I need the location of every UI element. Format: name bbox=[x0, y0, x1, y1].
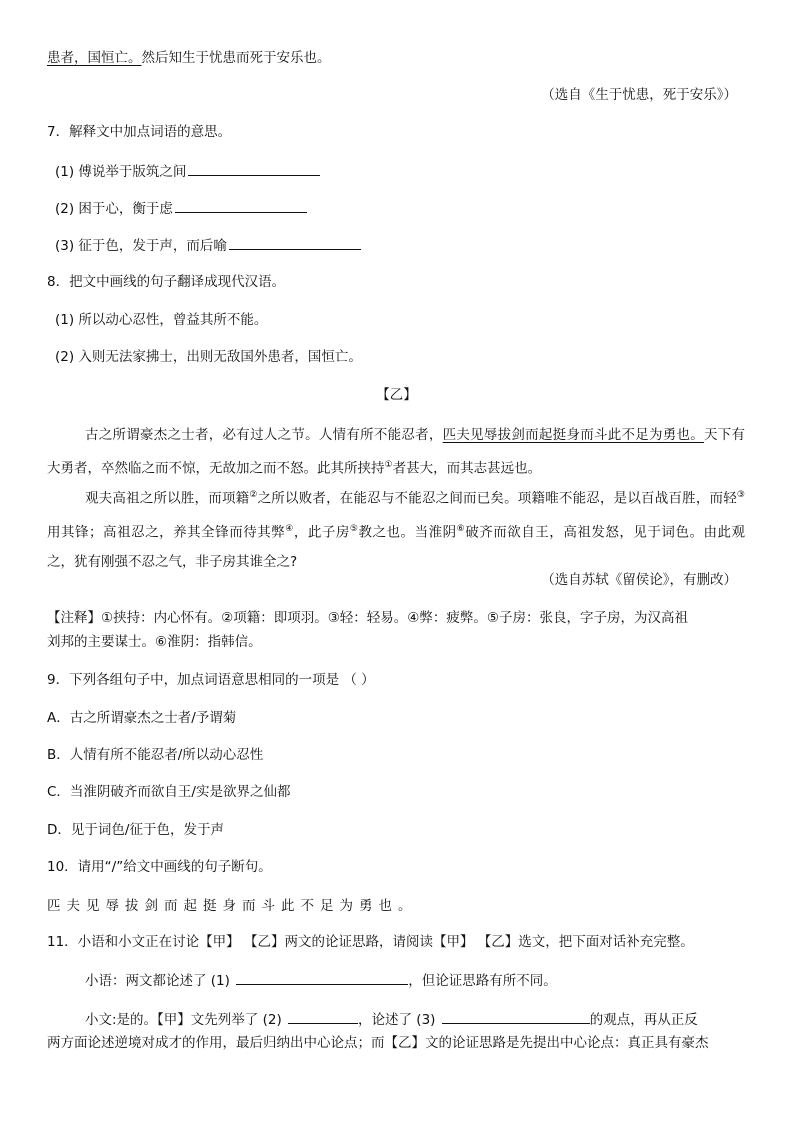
footnote-marker: ⑤ bbox=[349, 523, 359, 534]
question-9-title: 9．下列各组句子中，加点词语意思相同的一项是 （ ） bbox=[47, 672, 375, 688]
passage-text: 之所以败者，在能忍与不能忍之间而已矣。项籍唯不能忍，是以百战百胜，而轻 bbox=[257, 490, 737, 507]
source-citation-yi: （选自苏轼《留侯论》，有删改） bbox=[541, 572, 737, 588]
answer-blank[interactable] bbox=[188, 161, 320, 176]
annotation-line-2: 刘邦的主要谋士。⑥淮阴：指韩信。 bbox=[47, 634, 262, 650]
yi-paragraph-2 bbox=[47, 480, 745, 577]
question-8-title: 8．把文中画线的句子翻译成现代汉语。 bbox=[47, 274, 286, 290]
question-8-item-1: (1) 所以动心忍性，曾益其所不能。 bbox=[55, 312, 268, 328]
answer-blank[interactable] bbox=[442, 1009, 590, 1024]
answer-blank[interactable] bbox=[175, 198, 307, 213]
footnote-marker: ⑥ bbox=[456, 523, 466, 534]
question-7-item-1 bbox=[55, 161, 320, 182]
option-b[interactable]: B．人情有所不能忍者/所以动心忍性 bbox=[47, 747, 264, 763]
option-a[interactable]: A．古之所谓豪杰之士者/予谓菊 bbox=[47, 710, 237, 726]
xiaowen-dialogue-line-2: 两方面论述逆境对成才的作用，最后归纳出中心论点；而【乙】文的论证思路是先提出中心论点：真正具有豪杰 bbox=[47, 1035, 709, 1051]
section-heading-yi: 【乙】 bbox=[376, 387, 417, 403]
footnote-marker: ① bbox=[384, 460, 393, 470]
passage-text: 古之所谓豪杰之士者，必有过人之节。人情有所不能忍者， bbox=[85, 427, 443, 443]
item-text: (3) 征于色，发于声，而后喻 bbox=[55, 238, 227, 254]
passage-text: 破齐而欲自王，高祖发怒，见于词色。由此观之，犹有刚强不忍之气，非子房其谁全之? bbox=[47, 524, 746, 570]
underlined-sentence: 匹夫见辱拔剑而起挺身而斗此不足为勇也。 bbox=[442, 427, 704, 443]
annotation-line-1: 【注释】①挟持：内心怀有。②项籍：即项羽。③轻：轻易。④弊：疲弊。⑤子房：张良，字子房，为汉高祖 bbox=[47, 610, 689, 626]
question-7-item-3 bbox=[55, 235, 361, 256]
dialogue-text: 的观点，再从正反 bbox=[589, 1012, 698, 1028]
xiaowen-dialogue bbox=[85, 1009, 698, 1030]
yi-paragraph-1 bbox=[47, 420, 745, 484]
answer-blank[interactable] bbox=[229, 235, 361, 250]
passage-text: 然后知生于忧患而死于安乐也。 bbox=[141, 50, 331, 66]
xiaoyu-dialogue bbox=[85, 970, 557, 991]
passage-text: 教之也。当淮阴 bbox=[358, 524, 457, 540]
answer-blank[interactable] bbox=[288, 1009, 358, 1024]
question-11-title: 11．小语和小文正在讨论【甲】 【乙】两文的论证思路，请阅读【甲】 【乙】选文，把下面对话补充完整。 bbox=[47, 934, 694, 950]
option-d[interactable]: D．见于词色/征于色，发于声 bbox=[47, 822, 224, 838]
footnote-marker: ④ bbox=[285, 523, 294, 534]
question-8-item-2: (2) 入则无法家拂士，出则无敌国外患者，国恒亡。 bbox=[55, 349, 362, 365]
passage-text: 观夫高祖之所以胜，而项籍 bbox=[85, 490, 250, 507]
answer-blank[interactable] bbox=[236, 970, 408, 985]
item-text: (1) 傅说举于版筑之间 bbox=[55, 164, 187, 180]
underlined-sentence: 患者，国恒亡。 bbox=[47, 50, 142, 66]
question-10-title: 10．请用“/”给文中画线的句子断句。 bbox=[47, 859, 272, 875]
dialogue-text: ，论述了 (3) bbox=[358, 1012, 436, 1028]
passage-continuation bbox=[47, 48, 331, 68]
option-c[interactable]: C．当淮阴破齐而欲自王/实是欲界之仙都 bbox=[47, 784, 291, 800]
passage-text: ，此子房 bbox=[293, 524, 350, 540]
passage-text: 用其锋；高祖忍之，养其全锋而待其弊 bbox=[47, 524, 286, 540]
passage-text: 者甚大，而其志甚远也。 bbox=[392, 460, 542, 477]
question-7-item-2 bbox=[55, 198, 307, 219]
sentence-to-punctuate: 匹夫见辱拔剑而起挺身而斗此不足为勇也。 bbox=[47, 898, 418, 914]
dialogue-text: ，但论证思路有所不同。 bbox=[408, 973, 557, 989]
passage-text: 天下有大勇者，卒然临之而不惊，无故加之而不怒。此其所挟持 bbox=[47, 427, 746, 477]
footnote-marker: ② bbox=[249, 490, 258, 500]
question-7-title: 7．解释文中加点词语的意思。 bbox=[47, 124, 232, 140]
source-citation-jia: （选自《生于忧患，死于安乐》） bbox=[541, 87, 737, 103]
item-text: (2) 困于心，衡于虑 bbox=[55, 201, 173, 217]
dialogue-text: 小文:是的。【甲】文先列举了 (2) bbox=[85, 1012, 282, 1028]
footnote-marker: ③ bbox=[736, 490, 745, 500]
dialogue-text: 小语：两文都论述了 (1) bbox=[85, 973, 230, 989]
